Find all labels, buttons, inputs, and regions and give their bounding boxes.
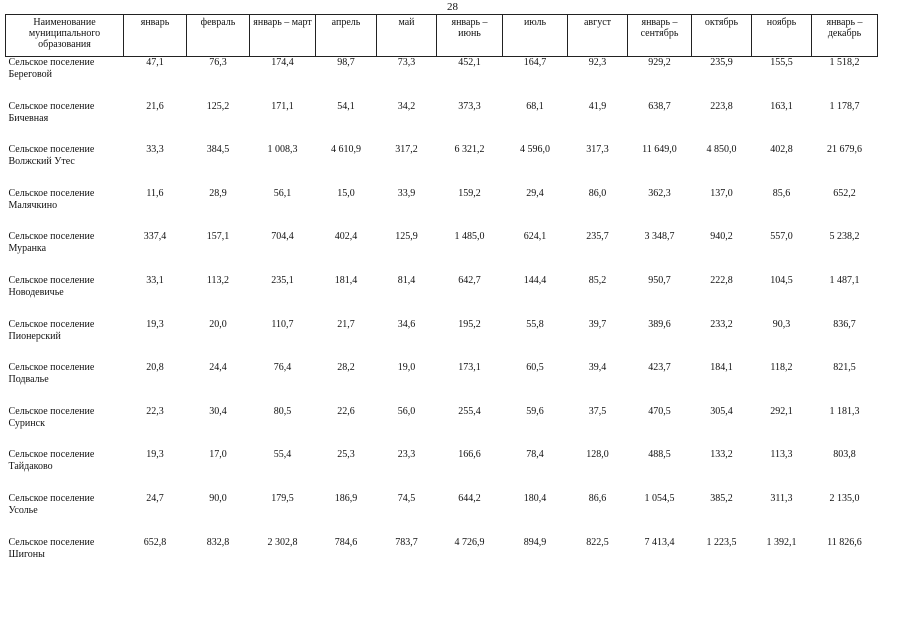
value-cell: 784,6 (334, 536, 358, 548)
value-cell: 940,2 (710, 231, 733, 243)
value-cell: 30,4 (209, 405, 227, 417)
header-name-column: Наименование муниципального образования (6, 15, 124, 57)
value-cell: 488,5 (648, 449, 671, 461)
municipality-name-cell (6, 493, 124, 537)
municipality-type: Сельское поселение (8, 187, 95, 199)
value-cell: 28,2 (337, 362, 355, 374)
value-cell: 20,0 (209, 318, 227, 330)
value-cell: 186,9 (334, 492, 358, 504)
value-cell: 81,4 (397, 274, 416, 286)
value-cell: 233,2 (710, 318, 733, 330)
header-period-column: август (568, 15, 628, 57)
value-cell: 37,5 (588, 405, 607, 417)
value-cell: 652,8 (143, 536, 167, 548)
value-cell: 222,8 (710, 274, 733, 286)
value-cell: 821,5 (833, 362, 856, 374)
value-cell: 1 485,0 (454, 231, 485, 243)
value-cell: 34,2 (397, 100, 416, 112)
value-cell: 235,7 (586, 231, 609, 243)
value-cell: 54,1 (337, 100, 355, 112)
value-cell: 113,2 (206, 274, 230, 286)
header-period-column: январь – март (250, 15, 316, 57)
municipality-type: Сельское поселение (8, 536, 95, 548)
value-cell: 68,1 (526, 100, 544, 112)
value-cell: 402,4 (334, 231, 358, 243)
value-cell: 2 135,0 (829, 492, 860, 504)
value-cell: 638,7 (648, 100, 671, 112)
value-cell: 33,9 (397, 187, 416, 199)
value-cell: 144,4 (523, 274, 547, 286)
value-cell: 20,8 (146, 362, 164, 374)
municipality-name-cell (6, 188, 124, 232)
value-cell: 19,3 (146, 318, 164, 330)
value-cell: 34,6 (397, 318, 416, 330)
table-header (6, 15, 878, 57)
value-cell: 104,5 (770, 274, 793, 286)
value-cell: 59,6 (526, 405, 544, 417)
value-cell: 15,0 (337, 187, 355, 199)
value-cell: 24,7 (146, 492, 164, 504)
value-cell: 86,6 (588, 492, 607, 504)
table-row (6, 319, 878, 363)
value-cell: 125,9 (395, 231, 418, 243)
municipality-name: Шигоны (8, 548, 45, 560)
value-cell: 98,7 (337, 57, 355, 68)
value-cell: 21,6 (146, 100, 164, 112)
table-row (6, 275, 878, 319)
value-cell: 19,0 (397, 362, 416, 374)
value-cell: 337,4 (143, 231, 167, 243)
value-cell: 235,9 (710, 57, 733, 68)
municipality-type: Сельское поселение (8, 405, 95, 417)
municipality-type: Сельское поселение (8, 274, 95, 286)
value-cell: 704,4 (271, 231, 294, 243)
table-row (6, 449, 878, 493)
municipality-name-cell (6, 57, 124, 101)
table-body (6, 57, 878, 581)
value-cell: 80,5 (273, 405, 292, 417)
value-cell: 362,3 (648, 187, 671, 199)
table-row (6, 144, 878, 188)
value-cell: 6 321,2 (454, 144, 485, 156)
value-cell: 76,3 (209, 57, 227, 68)
value-cell: 7 413,4 (644, 536, 675, 548)
value-cell: 1 518,2 (829, 57, 860, 68)
value-cell: 137,0 (710, 187, 733, 199)
header-period-column: февраль (187, 15, 250, 57)
value-cell: 1 392,1 (766, 536, 797, 548)
value-cell: 402,8 (770, 144, 793, 156)
value-cell: 384,5 (206, 144, 230, 156)
value-cell: 929,2 (648, 57, 671, 68)
table-row (6, 188, 878, 232)
value-cell: 4 596,0 (520, 144, 550, 156)
header-row (6, 15, 878, 57)
value-cell: 164,7 (523, 57, 547, 68)
header-period-column: май (377, 15, 437, 57)
value-cell: 4 726,9 (454, 536, 485, 548)
value-cell: 90,3 (772, 318, 791, 330)
municipality-type: Сельское поселение (8, 144, 95, 156)
value-cell: 60,5 (526, 362, 544, 374)
table-row (6, 101, 878, 145)
header-period-column: июль (503, 15, 568, 57)
value-cell: 2 302,8 (267, 536, 298, 548)
value-cell: 86,0 (588, 187, 607, 199)
value-cell: 55,8 (526, 318, 544, 330)
value-cell: 23,3 (397, 449, 416, 461)
value-cell: 836,7 (833, 318, 856, 330)
value-cell: 950,7 (648, 274, 671, 286)
value-cell: 128,0 (586, 449, 609, 461)
value-cell: 174,4 (271, 57, 294, 68)
value-cell: 179,5 (271, 492, 294, 504)
municipality-name-cell (6, 537, 124, 581)
municipality-name-cell (6, 449, 124, 493)
value-cell: 652,2 (833, 187, 856, 199)
municipality-type: Сельское поселение (8, 100, 95, 112)
value-cell: 423,7 (648, 362, 671, 374)
municipality-type: Сельское поселение (8, 362, 95, 374)
value-cell: 173,1 (458, 362, 481, 374)
value-cell: 832,8 (206, 536, 230, 548)
municipality-type: Сельское поселение (8, 492, 95, 504)
value-cell: 385,2 (710, 492, 733, 504)
value-cell: 184,1 (710, 362, 733, 374)
value-cell: 1 487,1 (829, 274, 860, 286)
value-cell: 22,3 (146, 405, 164, 417)
value-cell: 11 826,6 (827, 536, 862, 548)
municipality-name: Малячкино (8, 199, 58, 211)
municipality-name: Пионерский (8, 330, 61, 342)
value-cell: 4 850,0 (706, 144, 737, 156)
header-period-column: ноябрь (752, 15, 812, 57)
value-cell: 85,2 (588, 274, 607, 286)
value-cell: 470,5 (648, 405, 671, 417)
municipality-name: Муранка (8, 243, 47, 255)
value-cell: 125,2 (206, 100, 230, 112)
value-cell: 644,2 (458, 492, 481, 504)
municipality-name-cell (6, 362, 124, 406)
header-period-column: январь – сентябрь (628, 15, 692, 57)
municipality-name-cell (6, 319, 124, 363)
municipality-type: Сельское поселение (8, 318, 95, 330)
value-cell: 25,3 (337, 449, 355, 461)
value-cell: 1 178,7 (829, 100, 860, 112)
municipality-name: Подвалье (8, 374, 49, 386)
value-cell: 317,2 (395, 144, 418, 156)
value-cell: 17,0 (209, 449, 227, 461)
value-cell: 21,7 (337, 318, 355, 330)
value-cell: 223,8 (710, 100, 733, 112)
value-cell: 163,1 (770, 100, 793, 112)
table-row (6, 537, 878, 581)
municipality-name: Бичевная (8, 112, 49, 124)
value-cell: 29,4 (526, 187, 544, 199)
value-cell: 56,0 (397, 405, 416, 417)
value-cell: 47,1 (146, 57, 164, 68)
municipality-name-cell (6, 101, 124, 145)
value-cell: 113,3 (770, 449, 793, 461)
page-number: 28 (447, 1, 458, 13)
value-cell: 39,7 (588, 318, 607, 330)
value-cell: 5 238,2 (829, 231, 860, 243)
value-cell: 90,0 (209, 492, 227, 504)
value-cell: 803,8 (833, 449, 856, 461)
table-row (6, 406, 878, 450)
municipality-name-cell (6, 275, 124, 319)
value-cell: 181,4 (334, 274, 358, 286)
value-cell: 171,1 (271, 100, 294, 112)
value-cell: 783,7 (395, 536, 418, 548)
value-cell: 159,2 (458, 187, 481, 199)
value-cell: 73,3 (397, 57, 416, 68)
value-cell: 624,1 (523, 231, 547, 243)
header-period-column: октябрь (692, 15, 752, 57)
value-cell: 21 679,6 (827, 144, 862, 156)
value-cell: 85,6 (772, 187, 791, 199)
header-period-column: январь (124, 15, 187, 57)
value-cell: 33,1 (146, 274, 164, 286)
value-cell: 74,5 (397, 492, 416, 504)
municipality-name: Береговой (8, 69, 52, 80)
value-cell: 389,6 (648, 318, 671, 330)
value-cell: 894,9 (523, 536, 547, 548)
value-cell: 4 610,9 (331, 144, 361, 156)
municipality-name: Усолье (8, 504, 38, 516)
value-cell: 180,4 (523, 492, 547, 504)
value-cell: 11 649,0 (642, 144, 677, 156)
header-period-column: январь – декабрь (812, 15, 878, 57)
value-cell: 195,2 (458, 318, 481, 330)
value-cell: 373,3 (458, 100, 481, 112)
value-cell: 317,3 (586, 144, 609, 156)
value-cell: 255,4 (458, 405, 481, 417)
table-row (6, 493, 878, 537)
value-cell: 3 348,7 (644, 231, 675, 243)
municipality-name-cell (6, 406, 124, 450)
value-cell: 56,1 (273, 187, 292, 199)
value-cell: 76,4 (273, 362, 292, 374)
municipality-name: Суринск (8, 417, 45, 429)
value-cell: 642,7 (458, 274, 481, 286)
value-cell: 78,4 (526, 449, 544, 461)
value-cell: 22,6 (337, 405, 355, 417)
value-cell: 133,2 (710, 449, 733, 461)
value-cell: 557,0 (770, 231, 793, 243)
municipality-name: Тайдаково (8, 461, 53, 473)
municipality-name-cell (6, 231, 124, 275)
header-period-column: апрель (316, 15, 377, 57)
value-cell: 39,4 (588, 362, 607, 374)
value-cell: 41,9 (588, 100, 607, 112)
value-cell: 92,3 (588, 57, 607, 68)
value-cell: 33,3 (146, 144, 164, 156)
value-cell: 452,1 (458, 57, 481, 68)
municipality-type: Сельское поселение (8, 231, 95, 243)
value-cell: 110,7 (271, 318, 294, 330)
value-cell: 292,1 (770, 405, 793, 417)
municipality-type: Сельское поселение (8, 57, 95, 68)
value-cell: 1 008,3 (267, 144, 298, 156)
value-cell: 19,3 (146, 449, 164, 461)
table-row (6, 231, 878, 275)
budget-table (5, 14, 878, 580)
value-cell: 1 054,5 (644, 492, 675, 504)
value-cell: 155,5 (770, 57, 793, 68)
value-cell: 157,1 (206, 231, 230, 243)
municipality-name-cell (6, 144, 124, 188)
value-cell: 55,4 (273, 449, 292, 461)
municipality-name: Новодевичье (8, 286, 64, 298)
value-cell: 1 223,5 (706, 536, 737, 548)
municipality-name: Волжский Утес (8, 156, 75, 168)
value-cell: 311,3 (770, 492, 793, 504)
value-cell: 822,5 (586, 536, 609, 548)
header-period-column: январь – июнь (437, 15, 503, 57)
value-cell: 118,2 (770, 362, 793, 374)
table-row (6, 362, 878, 406)
table-row (6, 57, 878, 101)
value-cell: 305,4 (710, 405, 733, 417)
value-cell: 24,4 (209, 362, 227, 374)
municipality-type: Сельское поселение (8, 449, 95, 461)
value-cell: 235,1 (271, 274, 294, 286)
value-cell: 11,6 (146, 187, 164, 199)
value-cell: 166,6 (458, 449, 481, 461)
value-cell: 1 181,3 (829, 405, 860, 417)
value-cell: 28,9 (209, 187, 227, 199)
